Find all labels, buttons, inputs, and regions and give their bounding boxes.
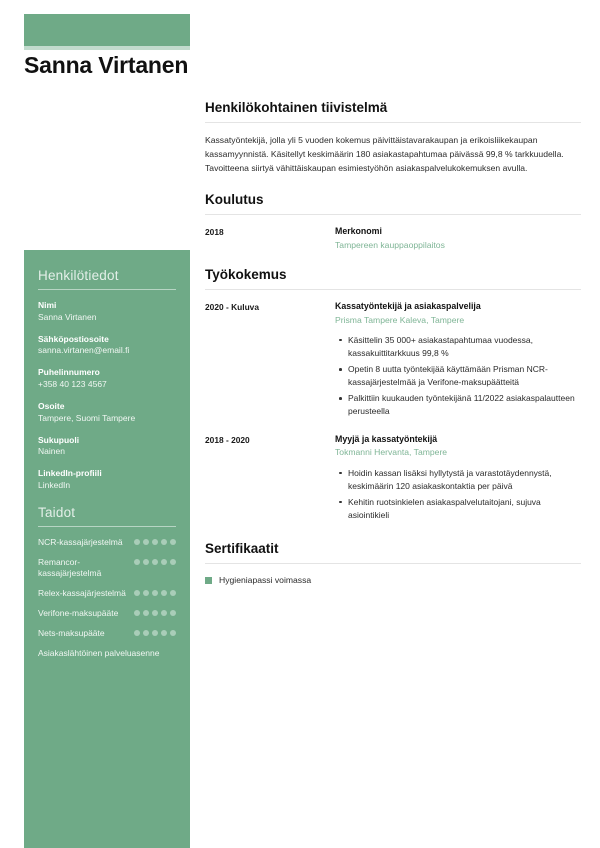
- personal-detail-value: +358 40 123 4567: [38, 378, 107, 389]
- section-experience: [205, 267, 581, 526]
- experience-role: Kassatyöntekijä ja asiakaspalvelija: [335, 300, 481, 311]
- skill-name: Verifone-maksupääte: [38, 608, 119, 619]
- personal-detail-value: Sanna Virtanen: [38, 311, 97, 322]
- skill-name: NCR-kassajärjestelmä: [38, 537, 123, 548]
- skill-row: [38, 588, 176, 599]
- personal-detail-item: [38, 401, 176, 424]
- skill-rating-dot: [161, 630, 167, 636]
- skill-name: Asiakaslähtöinen palveluasenne: [38, 648, 160, 659]
- education-title: Koulutus: [205, 191, 264, 207]
- divider: [38, 526, 176, 527]
- certificate-marker-icon: [205, 577, 212, 584]
- skill-rating-dot: [161, 539, 167, 545]
- experience-bullet-list: [335, 467, 581, 523]
- skill-rating-dot: [143, 539, 149, 545]
- divider: [205, 563, 581, 564]
- main-content: [205, 100, 581, 601]
- skill-name: Relex-kassajärjestelmä: [38, 588, 126, 599]
- sidebar: [24, 250, 190, 848]
- skill-rating: [134, 608, 176, 616]
- skill-rating-dot: [143, 610, 149, 616]
- summary-title: Henkilökohtainen tiivistelmä: [205, 100, 388, 115]
- personal-detail-item: [38, 367, 176, 390]
- personal-detail-value: sanna.virtanen@email.fi: [38, 345, 130, 356]
- experience-bullet: Kehitin ruotsinkielen asiakaspalvelutaitojani, sujuva asiointikieli: [348, 496, 581, 522]
- personal-detail-value: LinkedIn: [38, 479, 71, 490]
- experience-entry: [205, 301, 581, 422]
- personal-detail-label: Nimi: [38, 300, 57, 310]
- sidebar-section-skills: [38, 505, 176, 659]
- skill-row: [38, 628, 176, 639]
- skill-name: Nets-maksupääte: [38, 628, 105, 639]
- personal-detail-label: LinkedIn-profiili: [38, 468, 102, 479]
- experience-employer: Prisma Tampere Kaleva, Tampere: [335, 314, 465, 325]
- skill-row: [38, 557, 176, 579]
- skill-rating-dot: [134, 630, 140, 636]
- divider: [38, 289, 176, 290]
- skill-rating-dot: [170, 590, 176, 596]
- skill-rating-dot: [170, 559, 176, 565]
- certificates-list: [205, 575, 581, 585]
- skill-rating-dot: [134, 590, 140, 596]
- skill-rating-dot: [152, 559, 158, 565]
- skill-rating-dot: [134, 610, 140, 616]
- section-education: [205, 192, 581, 251]
- skill-rating-dot: [152, 590, 158, 596]
- page-title: Sanna Virtanen: [24, 52, 189, 78]
- summary-text: Kassatyöntekijä, jolla yli 5 vuoden kokemus päivittäistavarakaupan ja erikoisliikekaupan kassamyynnistä. Käsitellyt keskimäärin 180 asiakastapahtumaa päivässä 99,8 % tarkkuudella. Tavoitteena siirtyä vähittäiskaupan esimiestyöhön asiakaspalvelukokemuksen avulla.: [205, 135, 564, 173]
- experience-title: Työkokemus: [205, 266, 287, 282]
- experience-body: [335, 434, 581, 526]
- experience-bullet: Opetin 8 uutta työntekijää käyttämään Prisman NCR-kassajärjestelmää ja Verifone-maksupäätteitä: [348, 363, 581, 389]
- skill-rating-dot: [170, 630, 176, 636]
- personal-detail-label: Sukupuoli: [38, 434, 80, 445]
- skill-rating: [134, 537, 176, 545]
- skill-rating-dot: [143, 559, 149, 565]
- certificate-item: [205, 575, 581, 585]
- experience-date: 2018 - 2020: [205, 434, 250, 445]
- personal-detail-label: Osoite: [38, 401, 65, 412]
- skill-rating: [134, 557, 176, 565]
- experience-employer: Tokmanni Hervanta, Tampere: [335, 447, 448, 458]
- skill-rating: [134, 628, 176, 636]
- certificate-text: Hygieniapassi voimassa: [219, 575, 312, 586]
- education-institution: Tampereen kauppaoppilaitos: [335, 239, 445, 250]
- personal-detail-item: [38, 435, 176, 458]
- education-degree: Merkonomi: [335, 225, 382, 236]
- experience-entry: [205, 434, 581, 526]
- personal-detail-item: [38, 468, 176, 491]
- skills-heading: Taidot: [38, 505, 76, 521]
- education-date: 2018: [205, 226, 224, 237]
- header-accent-bar: [24, 14, 190, 46]
- skill-rating-dot: [161, 610, 167, 616]
- experience-bullet: Hoidin kassan lisäksi hyllytystä ja varastotäydennystä, keskimäärin 120 asiakaskontaktia per päivä: [348, 467, 581, 493]
- certificates-title: Sertifikaatit: [205, 541, 279, 557]
- skill-rating-dot: [152, 610, 158, 616]
- skill-rating-dot: [134, 539, 140, 545]
- divider: [205, 289, 581, 290]
- experience-list: [205, 301, 581, 526]
- skill-rating-dot: [161, 559, 167, 565]
- divider: [205, 214, 581, 215]
- skill-rating-dot: [152, 539, 158, 545]
- skill-name: Remancor-kassajärjestelmä: [38, 557, 102, 579]
- personal-detail-item: [38, 334, 176, 357]
- header-accent-underline: [24, 46, 190, 50]
- skill-rating-dot: [143, 630, 149, 636]
- experience-body: [335, 301, 581, 422]
- skill-rating-dot: [170, 539, 176, 545]
- education-list: [205, 226, 581, 251]
- skill-rating-dot: [152, 630, 158, 636]
- divider: [205, 122, 581, 123]
- personal-detail-item: [38, 300, 176, 323]
- personal-detail-value: Nainen: [38, 446, 65, 457]
- experience-bullet-list: [335, 334, 581, 419]
- section-summary: [205, 100, 581, 176]
- personal-detail-value: Tampere, Suomi Tampere: [38, 412, 136, 423]
- personal-detail-label: Puhelinnumero: [38, 367, 100, 378]
- personal-details-heading: Henkilötiedot: [38, 268, 119, 283]
- skill-row: [38, 537, 176, 548]
- skill-rating-dot: [170, 610, 176, 616]
- experience-bullet: Palkittiin kuukauden työntekijänä 11/2022 asiakaspalautteen perusteella: [348, 392, 581, 418]
- skills-list: [38, 537, 176, 659]
- experience-role: Myyjä ja kassatyöntekijä: [335, 433, 438, 444]
- skill-row: [38, 648, 176, 659]
- education-body: [335, 226, 581, 251]
- section-certificates: [205, 541, 581, 585]
- skill-row: [38, 608, 176, 619]
- personal-detail-label: Sähköpostiosoite: [38, 333, 109, 344]
- skill-rating-dot: [161, 590, 167, 596]
- skill-rating-dot: [143, 590, 149, 596]
- education-entry: [205, 226, 581, 251]
- sidebar-section-personal-details: [38, 268, 176, 491]
- skill-rating-dot: [134, 559, 140, 565]
- experience-date: 2020 - Kuluva: [205, 301, 259, 312]
- experience-bullet: Käsittelin 35 000+ asiakastapahtumaa vuodessa, kassakuittitarkkuus 99,8 %: [348, 334, 581, 360]
- skill-rating: [134, 588, 176, 596]
- personal-details-list: [38, 300, 176, 491]
